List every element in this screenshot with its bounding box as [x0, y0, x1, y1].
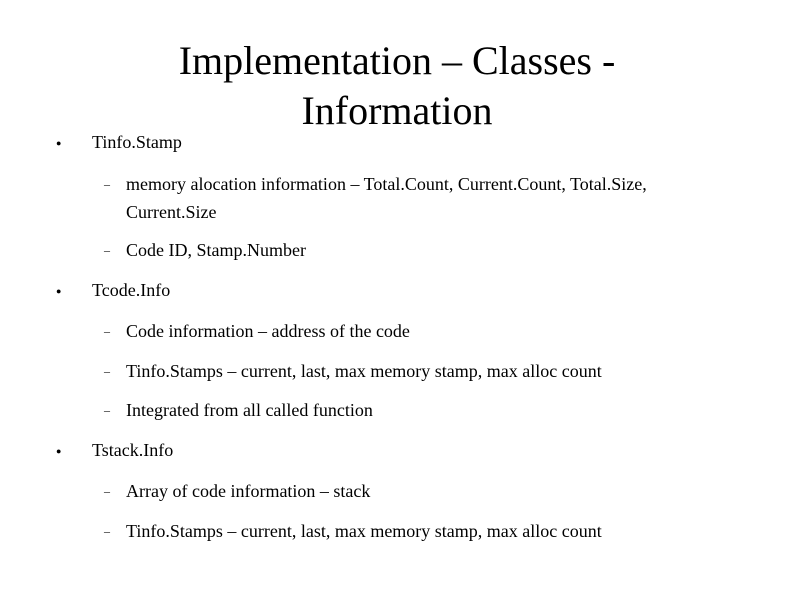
bullet-label: Tstack.Info: [92, 440, 174, 460]
dash-icon: –: [104, 364, 110, 378]
sub-item-text: memory alocation information – Total.Count, Current.Count, Total.Size, Current.Size: [126, 174, 647, 222]
sub-item-text: Code information – address of the code: [126, 321, 410, 341]
title-line-1: Implementation – Classes -: [178, 38, 616, 83]
sub-item-text: Integrated from all called function: [126, 400, 373, 420]
sub-item-text: Code ID, Stamp.Number: [126, 240, 306, 260]
sub-item-text: Tinfo.Stamps – current, last, max memory stamp, max alloc count: [126, 521, 602, 541]
dash-icon: –: [104, 524, 110, 538]
bullet-dot-icon: ●: [56, 446, 62, 456]
dash-icon: –: [104, 177, 110, 191]
dash-icon: –: [104, 243, 110, 257]
sub-item-text: Array of code information – stack: [126, 481, 371, 501]
dash-icon: –: [104, 484, 110, 498]
bullet-dot-icon: ●: [56, 286, 62, 296]
dash-icon: –: [104, 324, 110, 338]
sub-item-text: Tinfo.Stamps – current, last, max memory stamp, max alloc count: [126, 361, 602, 381]
slide-title: [0, 36, 794, 136]
title-line-2: Information: [301, 88, 493, 133]
bullet-label: Tcode.Info: [92, 280, 171, 300]
bullet-dot-icon: ●: [56, 138, 62, 148]
bullet-label: Tinfo.Stamp: [92, 132, 182, 152]
dash-icon: –: [104, 403, 110, 417]
